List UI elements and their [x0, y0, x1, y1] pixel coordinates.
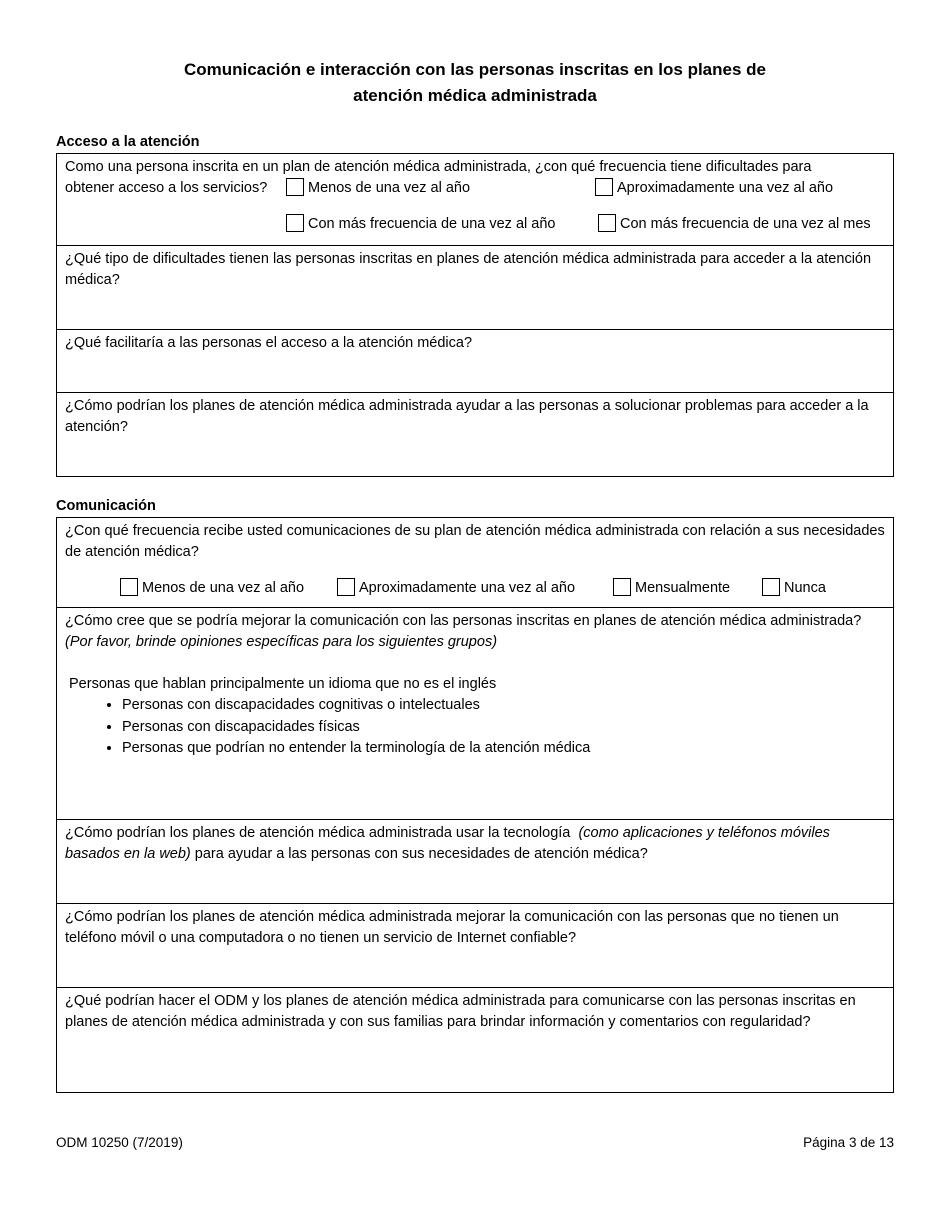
access-q1-line3: [65, 214, 885, 236]
access-q1-text-line1: Como una persona inscrita en un plan de atención médica administrada, ¿con qué frecuencia tiene dificultades para: [65, 159, 812, 175]
checkbox[interactable]: [595, 178, 613, 196]
option-label: Con más frecuencia de una vez al mes: [620, 216, 871, 232]
page-title: [0, 57, 950, 109]
checkbox[interactable]: [613, 578, 631, 596]
comm-q1-options: [65, 578, 885, 600]
access-q4-row[interactable]: [57, 393, 894, 477]
comm-q1-option-3[interactable]: [613, 578, 730, 599]
access-q1-cell: [57, 154, 894, 246]
comm-q3-cell[interactable]: [57, 820, 894, 904]
comm-q3-text-b: para ayudar a las personas con sus necesidades de atención médica?: [194, 846, 648, 862]
access-q1-text-line2: obtener acceso a los servicios?: [65, 180, 268, 196]
section-heading-communication: Comunicación: [56, 498, 156, 514]
comm-q2-group-intro: Personas que hablan principalmente un idioma que no es el inglés: [69, 676, 497, 692]
page-title-line2: atención médica administrada: [353, 86, 597, 105]
comm-q2-question: ¿Cómo cree que se podría mejorar la comunicación con las personas inscritas en planes de atención médica administrada?: [65, 613, 862, 629]
comm-q4-cell[interactable]: ¿Cómo podrían los planes de atención médica administrada mejorar la comunicación con las personas que no tienen un teléfono móvil o una computadora o no tienen un servicio de Internet confiable?: [57, 904, 894, 988]
checkbox[interactable]: [598, 214, 616, 232]
comm-q2-bullet-list: [65, 695, 885, 760]
option-label: Aproximadamente una vez al año: [359, 580, 576, 596]
comm-q3-text-a: ¿Cómo podrían los planes de atención médica administrada usar la tecnología: [65, 825, 571, 841]
option-label: Nunca: [784, 580, 826, 596]
access-q3-cell[interactable]: ¿Qué facilitaría a las personas el acceso a la atención médica?: [57, 330, 894, 393]
footer-page-number: Página 3 de 13: [803, 1135, 894, 1150]
option-label: Con más frecuencia de una vez al año: [308, 216, 556, 232]
access-q1-line2: [65, 178, 885, 200]
checkbox[interactable]: [120, 578, 138, 596]
comm-q1-cell: [57, 518, 894, 608]
access-q3-row[interactable]: [57, 330, 894, 393]
checkbox[interactable]: [286, 214, 304, 232]
access-q4-cell[interactable]: ¿Cómo podrían los planes de atención médica administrada ayudar a las personas a solucionar problemas para acceder a la atención?: [57, 393, 894, 477]
access-q1-row: [57, 154, 894, 246]
comm-q1-option-1[interactable]: [120, 578, 304, 599]
comm-q2-row[interactable]: [57, 608, 894, 820]
section-heading-access: Acceso a la atención: [56, 134, 200, 150]
option-label: Menos de una vez al año: [308, 180, 471, 196]
page-title-line1: Comunicación e interacción con las personas inscritas en los planes de: [184, 60, 766, 79]
option-label: Mensualmente: [635, 580, 731, 596]
communication-table: [56, 517, 894, 1093]
comm-q1-option-2[interactable]: [337, 578, 575, 599]
access-q1-option-2[interactable]: [595, 178, 833, 199]
checkbox[interactable]: [762, 578, 780, 596]
option-label: Aproximadamente una vez al año: [617, 180, 834, 196]
footer-form-id: ODM 10250 (7/2019): [56, 1135, 183, 1150]
comm-q2-text: [65, 611, 885, 653]
comm-q1-text: ¿Con qué frecuencia recibe usted comunicaciones de su plan de atención médica administrada con relación a sus necesidades de atención médica?: [65, 523, 885, 560]
access-table: [56, 153, 894, 477]
comm-q3-row[interactable]: [57, 820, 894, 904]
checkbox[interactable]: [337, 578, 355, 596]
list-item: • Personas con discapacidades físicas: [122, 717, 885, 739]
option-label: Menos de una vez al año: [142, 580, 305, 596]
comm-q3-text-italic: (como aplicaciones y teléfonos móviles basados en la web): [65, 825, 830, 862]
checkbox[interactable]: [286, 178, 304, 196]
comm-q5-cell[interactable]: ¿Qué podrían hacer el ODM y los planes de atención médica administrada para comunicarse con las personas inscritas en planes de atención médica administrada y con sus familias para brindar información y comentarios con regularidad?: [57, 988, 894, 1093]
access-q2-row[interactable]: [57, 246, 894, 330]
comm-q1-option-4[interactable]: [762, 578, 826, 599]
list-item: • Personas con discapacidades cognitivas o intelectuales: [122, 695, 885, 717]
access-q1-option-4[interactable]: [598, 214, 871, 235]
access-q1-option-1[interactable]: [286, 178, 470, 199]
comm-q4-row[interactable]: [57, 904, 894, 988]
comm-q2-cell[interactable]: [57, 608, 894, 820]
comm-q1-row: [57, 518, 894, 608]
comm-q2-note: (Por favor, brinde opiniones específicas para los siguientes grupos): [65, 634, 498, 650]
access-q1-option-3[interactable]: [286, 214, 555, 235]
comm-q5-row[interactable]: [57, 988, 894, 1093]
list-item: • Personas que podrían no entender la terminología de la atención médica: [122, 738, 885, 760]
access-q2-cell[interactable]: ¿Qué tipo de dificultades tienen las personas inscritas en planes de atención médica administrada para acceder a la atención médica?: [57, 246, 894, 330]
